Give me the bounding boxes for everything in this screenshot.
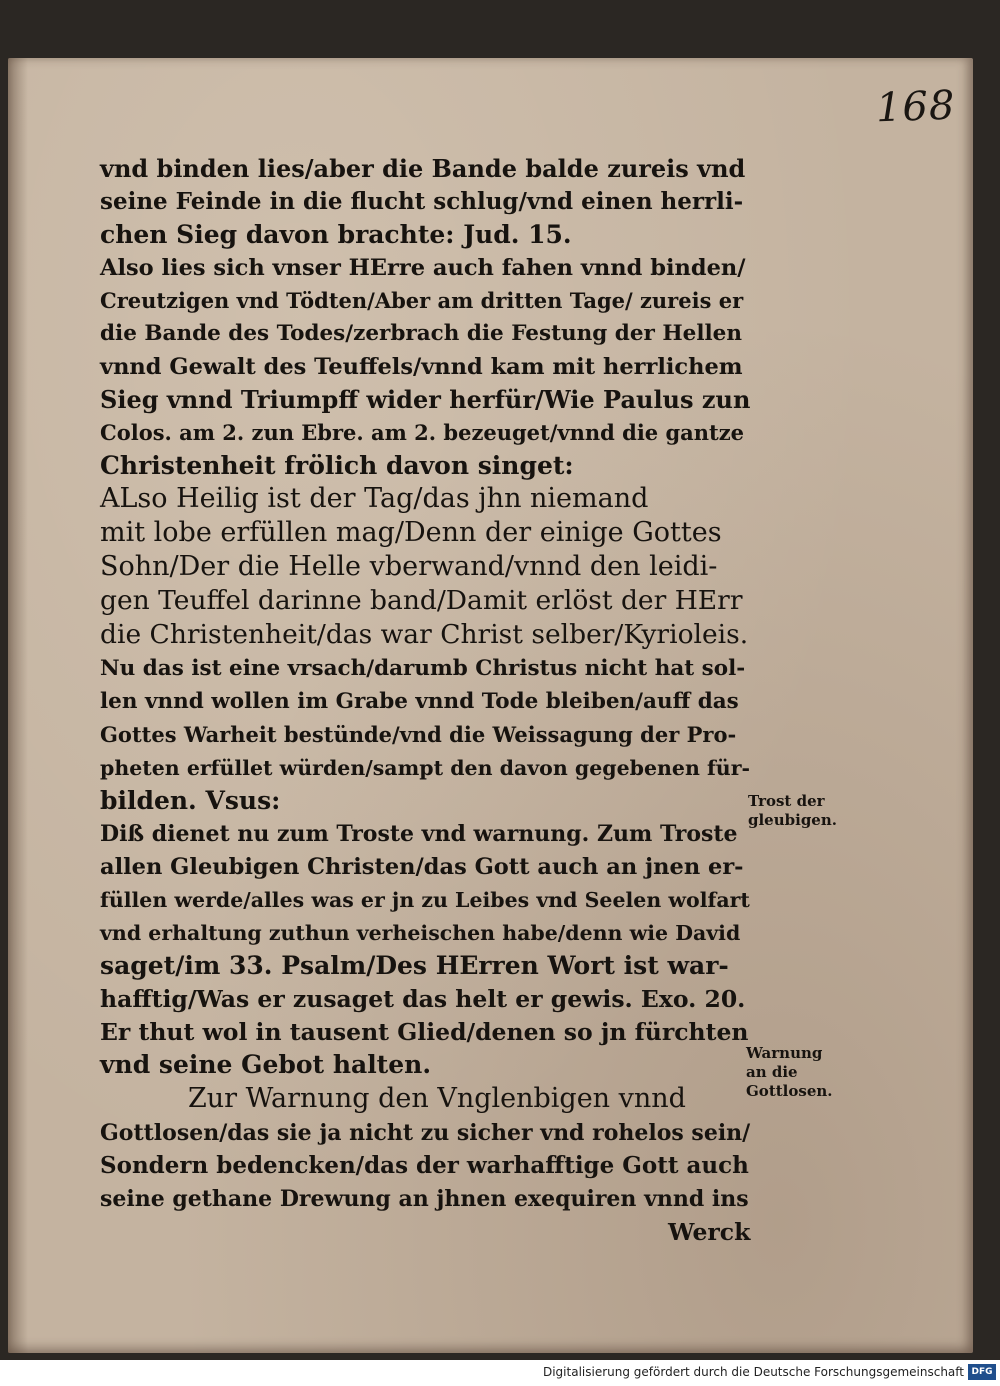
folio-number: 168: [875, 82, 957, 132]
margin-note-line: gleubigen.: [748, 811, 837, 829]
text-line: Creutzigen vnd Tödten/Aber am dritten Tage/ zureis er: [100, 288, 744, 313]
text-line: bilden. Vsus:: [100, 786, 281, 815]
page-spine-shadow: [8, 58, 28, 1353]
footer-bar: [0, 1360, 1000, 1386]
hymn-line: gen Teuffel darinne band/Damit erlöst der HErr: [100, 585, 743, 616]
margin-note-line: an die: [746, 1063, 798, 1081]
margin-note-line: Gottlosen.: [746, 1082, 833, 1100]
text-line: seine gethane Drewung an jhnen exequiren vnnd ins: [100, 1186, 749, 1212]
margin-note-trost: [748, 792, 837, 830]
text-line: chen Sieg davon brachte: Jud. 15.: [100, 220, 572, 249]
margin-note-line: Warnung: [746, 1044, 823, 1062]
hymn-line: ALso Heilig ist der Tag/das jhn niemand: [100, 483, 649, 514]
text-line: seine Feinde in die flucht schlug/vnd einen herrli-: [100, 188, 744, 215]
text-line: allen Gleubigen Christen/das Gott auch an jnen er-: [100, 854, 744, 880]
text-line: pheten erfüllet würden/sampt den davon gegebenen für-: [100, 756, 751, 780]
text-line: saget/im 33. Psalm/Des HErren Wort ist war-: [100, 951, 729, 980]
hymn-line: Sohn/Der die Helle vberwand/vnnd den leidi-: [100, 551, 718, 582]
text-line: die Bande des Todes/zerbrach die Festung der Hellen: [100, 321, 742, 346]
hymn-line: mit lobe erfüllen mag/Denn der einige Gottes: [100, 517, 722, 548]
text-line: Zur Warnung den Vnglenbigen vnnd: [188, 1083, 686, 1114]
margin-note-warnung: [746, 1044, 833, 1101]
dfg-logo: DFG: [968, 1364, 996, 1380]
text-line: Christenheit frölich davon singet:: [100, 451, 574, 480]
text-line: vnd binden lies/aber die Bande balde zureis vnd: [100, 154, 746, 183]
text-line: Gottes Warheit bestünde/vnd die Weissagung der Pro-: [100, 722, 737, 747]
text-line: hafftig/Was er zusaget das helt er gewis. Exo. 20.: [100, 985, 746, 1013]
text-line: Also lies sich vnser HErre auch fahen vnnd binden/: [100, 255, 746, 281]
text-line: Sondern bedencken/das der warhafftige Gott auch: [100, 1152, 749, 1179]
catchword: Werck: [668, 1218, 751, 1246]
text-line: vnnd Gewalt des Teuffels/vnnd kam mit herrlichem: [100, 354, 743, 380]
text-line: Diß dienet nu zum Troste vnd warnung. Zum Troste: [100, 821, 738, 847]
text-line: Nu das ist eine vrsach/darumb Christus nicht hat sol-: [100, 656, 746, 681]
margin-note-line: Trost der: [748, 792, 825, 810]
text-line: Er thut wol in tausent Glied/denen so jn fürchten: [100, 1018, 749, 1046]
hymn-line: die Christenheit/das war Christ selber/Kyrioleis.: [100, 619, 749, 650]
funding-credit: Digitalisierung gefördert durch die Deutsche Forschungsgemeinschaft: [542, 1365, 964, 1379]
book-page: [8, 58, 973, 1353]
text-line: füllen werde/alles was er jn zu Leibes vnd Seelen wolfart: [100, 888, 750, 912]
text-line: Gottlosen/das sie ja nicht zu sicher vnd rohelos sein/: [100, 1120, 751, 1146]
text-line: Sieg vnnd Triumpff wider herfür/Wie Paulus zun: [100, 385, 751, 414]
text-line: len vnnd wollen im Grabe vnnd Tode bleiben/auff das: [100, 689, 739, 714]
text-line: vnd seine Gebot halten.: [100, 1050, 432, 1079]
text-line: vnd erhaltung zuthun verheischen habe/denn wie David: [100, 921, 741, 945]
text-line: Colos. am 2. zun Ebre. am 2. bezeuget/vnnd die gantze: [100, 420, 745, 445]
